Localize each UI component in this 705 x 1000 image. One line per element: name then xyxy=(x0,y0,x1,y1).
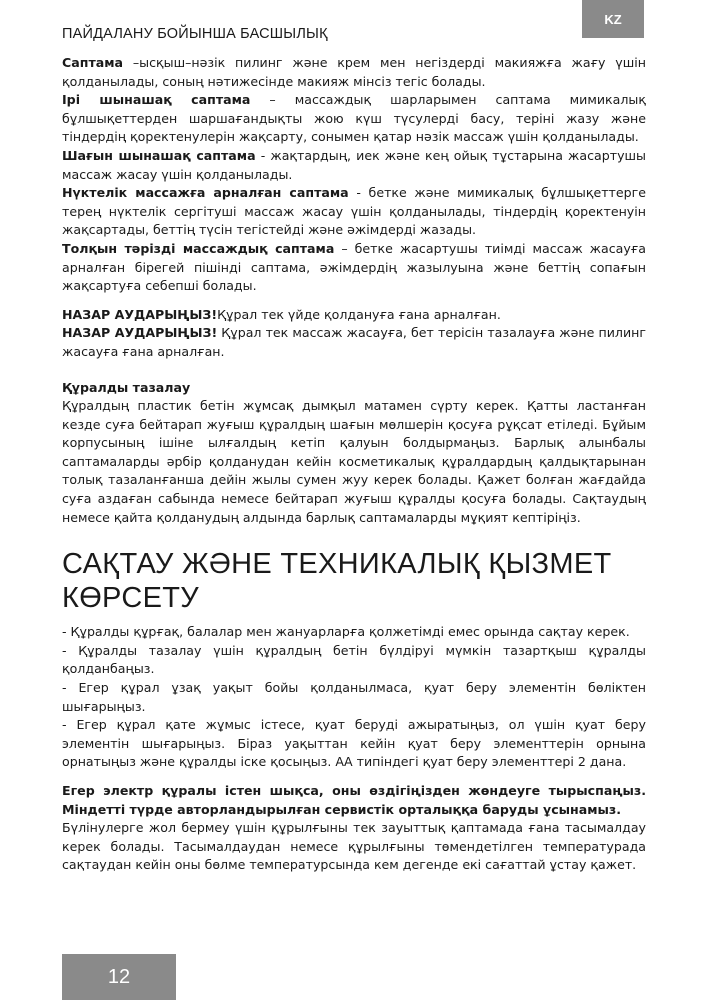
attachment-term: Шағын шынашақ саптама xyxy=(62,147,256,163)
attachment-description xyxy=(62,91,646,147)
cleaning-heading: Құралды тазалау xyxy=(62,379,191,395)
attachment-term: Саптама xyxy=(62,55,124,70)
page-header-title: ПАЙДАЛАНУ БОЙЫНША БАСШЫЛЫҚ xyxy=(62,26,328,42)
warning-text: Құрал тек массаж жасауға, бет терісін тазалауға және пилинг жасауға ғана арналған. xyxy=(62,325,646,359)
storage-item: - Құралды тазалау үшін құралдың бетін бүлдіруі мүмкін тазартқыш құралды қолданбаңыз. xyxy=(62,642,646,677)
attachment-text: – бетке жасартушы тиімді массаж жасауға арналған бірегей пішінді саптама, әжімдердің жазылуына және беттің сопағын жақсартуға себепші болады. xyxy=(62,240,646,294)
attachment-term: Толқын тәрізді массаждық саптама xyxy=(62,240,335,256)
attachment-description xyxy=(62,184,646,240)
service-note: Егер электр құралы істен шықса, оны өздігіңізден жөндеуге тырыспаңыз. Міндетті түрде авторландырылған сервистік орталыққа баруды ұсынамыз. xyxy=(62,783,646,817)
warning-text: Құрал тек үйде қолдануға ғана арналған. xyxy=(217,306,501,322)
cleaning-body: Құралдың пластик бетін жұмсақ дымқыл матамен сүрту керек. Қатты ластанған кезде суға бейтарап жуғыш құралдың шағын мөлшерін қосуға рұқсат етіледі. Бұйым корпусының ішіне ылғалдың кетіп қалуын болдырмаңыз. Барлық алынбалы саптамаларды әрбір қолданудан кейін косметикалық құралдардың қалдықтарынан толық тазаланғанша дейін жылы сумен жуу керек болады. Қажет болған жағдайда суға аздаған сабында немесе бейтарап жуғыш құралды қосуға болады. Сақтаудың немесе қайта қолданудың алдында барлық саптамаларды мұқият кептіріңіз. xyxy=(62,398,646,525)
attachment-description xyxy=(62,147,646,184)
warning-note xyxy=(62,306,646,325)
attachment-text: – массаждық шарларымен саптама мимикалық бұлшықеттерден шаршағандықты жою күш түсулерді басу, теріні жазу және тіндердің қоректенулерін жақсарту, сонымен қатар нәзік массаж үшін қолданылады. xyxy=(62,92,646,145)
attachment-text: –ысқыш–нәзік пилинг және крем мен негіздерді макияжға жағу үшін қолданылады, соның нәтижесінде макияж мінсіз тегіс болады. xyxy=(62,55,646,89)
attachment-description xyxy=(62,240,646,296)
storage-item: - Егер құрал ұзақ уақыт бойы қолданылмаса, қуат беру элементін бөліктен шығарыңыз. xyxy=(62,680,646,714)
page-content xyxy=(62,54,646,875)
transport-note: Бүлінулерге жол бермеу үшін құрылғыны тек зауыттық қаптамада ғана тасымалдау керек болады. Тасымалдаудан немесе құрылғыны төмендетілген температурада сақтаудан кейін оны бөлме температурсында кем дегенде екі сағаттай ұстау қажет. xyxy=(62,820,646,873)
storage-heading: САҚТАУ ЖӘНЕ ТЕХНИКАЛЫҚ ҚЫЗМЕТ КӨРСЕТУ xyxy=(62,548,612,615)
warning-label: НАЗАР АУДАРЫҢЫЗ! xyxy=(62,306,218,322)
storage-item: - Құралды құрғақ, балалар мен жануарларға қолжетімді емес орында сақтау керек. xyxy=(62,624,630,640)
language-badge: KZ xyxy=(582,0,644,38)
attachment-text: - жақтардың, иек және кең ойық тұстарына жасартушы массаж жасау үшін қолданылады. xyxy=(62,147,646,182)
storage-item: - Егер құрал қате жұмыс істесе, қуат беруді ажыратыңыз, ол үшін қуат беру элементін шығарыңыз. Біраз уақыттан кейін қуат беру элементтерін орнына орнатыңыз және құралды іске қосыңыз. АА типіндегі қуат беру элементтері 2 дана. xyxy=(62,717,646,770)
page-number: 12 xyxy=(62,954,176,1000)
attachment-text: - бетке және мимикалық бұлшықеттерге терең нүктелік сергітуші массаж жасау үшін қолданылады, тіндердің қоректенуін жақсартады, беттің түсін тегістейді және әжімдерді жазады. xyxy=(62,185,646,238)
attachment-term: Ірі шынашақ саптама xyxy=(62,92,251,108)
attachment-description xyxy=(62,54,646,91)
warning-note xyxy=(62,324,646,361)
warning-label: НАЗАР АУДАРЫҢЫЗ! xyxy=(62,325,218,341)
attachment-term: Нүктелік массажға арналған саптама xyxy=(62,185,349,201)
